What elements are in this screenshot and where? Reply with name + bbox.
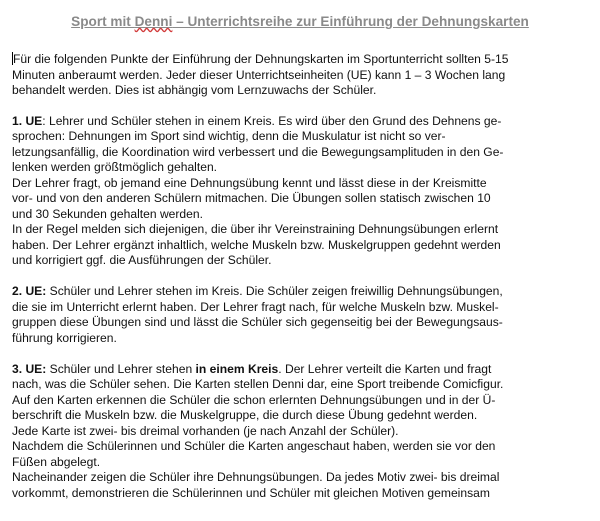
ue2-line: führung korrigieren.	[12, 330, 117, 345]
ue1-line: vor- und von den anderen Schülern mitmachen. Die Übungen sollen statisch zwischen 10	[12, 191, 491, 205]
ue1-line: haben. Der Lehrer ergänzt inhaltlich, welche Muskeln bzw. Muskelgruppen gedehnt werden	[12, 237, 501, 252]
title-prefix: Sport mit	[71, 14, 135, 29]
ue3-label: 3. UE:	[12, 361, 47, 376]
ue3-line: 3. UE: Schüler und Lehrer stehen in einem Kreis. Der Lehrer verteilt die Karten und fragt	[12, 361, 492, 376]
ue1-line: und 30 Sekunden gehalten werden.	[12, 206, 203, 221]
ue3-paragraph	[12, 362, 590, 502]
intro-line: Minuten anberaumt werden. Jeder dieser Unterrichtseinheiten (UE) kann 1 – 3 Wochen lang	[12, 67, 506, 82]
ue1-line: letzungsanfällig, die Koordination wird verbessert und die Bewegungsamplituden in den Ge-	[12, 144, 504, 159]
ue1-line: sprochen: Dehnungen im Sport sind wichtig, denn die Muskulatur ist nicht so ver-	[12, 129, 446, 143]
ue2-line: gruppen diese Übungen sind und lässt die Schüler sich gegenseitig bei der Bewegungsaus-	[12, 315, 503, 329]
ue1-paragraph	[12, 114, 590, 269]
document-body[interactable]	[12, 52, 590, 517]
title-name-misspelled: Denni	[134, 14, 173, 29]
document-title	[0, 14, 600, 29]
ue1-line: In der Regel melden sich diejenigen, die über ihr Vereinstraining Dehnungsübungen erlernt	[12, 222, 499, 236]
title-suffix: – Unterrichtsreihe zur Einführung der Dehnungskarten	[172, 14, 529, 29]
ue3-line: berschrift die Muskeln bzw. die Muskelgruppe, die durch diese Übung gedehnt werden.	[12, 408, 478, 422]
ue2-line: 2. UE: Schüler und Lehrer stehen im Kreis. Die Schüler zeigen freiwillig Dehnungsübungen,	[12, 284, 503, 298]
ue2-paragraph	[12, 284, 590, 346]
ue3-line: Füßen abgelegt.	[12, 454, 101, 469]
ue3-line: Jede Karte ist zwei- bis dreimal vorhanden (je nach Anzahl der Schüler).	[12, 423, 399, 438]
ue3-line: vorkommt, demonstrieren die Schülerinnen und Schüler mit gleichen Motiven gemeinsam	[12, 485, 490, 500]
ue3-line: Auf den Karten erkennen die Schüler die schon erlernten Dehnungsübungen und in der Ü-	[12, 392, 496, 407]
ue1-line: lenken werden größtmöglich gehalten.	[12, 160, 218, 174]
ue2-label: 2. UE:	[12, 284, 47, 298]
intro-paragraph	[12, 52, 590, 99]
ue1-label: 1. UE	[12, 113, 43, 128]
ue3-emphasis: in einem Kreis	[195, 361, 279, 376]
ue3-line: nach, was die Schüler sehen. Die Karten stellen Denni dar, eine Sport treibende Comicfigur.	[12, 377, 504, 391]
intro-line: behandelt werden. Dies ist abhängig vom Lernzuwachs der Schüler.	[12, 83, 377, 97]
ue1-line: und korrigiert ggf. die Ausführungen der Schüler.	[12, 253, 272, 267]
ue2-line: die sie im Unterricht erlernt haben. Der Lehrer fragt nach, für welche Muskeln bzw. Muskel-	[12, 299, 499, 314]
ue1-line: Der Lehrer fragt, ob jemand eine Dehnungsübung kennt und lässt diese in der Kreismitte	[12, 175, 487, 190]
intro-line: Für die folgenden Punkte der Einführung der Dehnungskarten im Sportunterricht sollten 5-15	[13, 52, 509, 66]
ue1-line: 1. UE: Lehrer und Schüler stehen in einem Kreis. Es wird über den Grund des Dehnens ge-	[12, 113, 502, 128]
ue3-line: Nacheinander zeigen die Schüler ihre Dehnungsübungen. Da jedes Motiv zwei- bis dreimal	[12, 470, 500, 484]
ue3-line: Nachdem die Schülerinnen und Schüler die Karten angeschaut haben, werden sie vor den	[12, 439, 496, 453]
